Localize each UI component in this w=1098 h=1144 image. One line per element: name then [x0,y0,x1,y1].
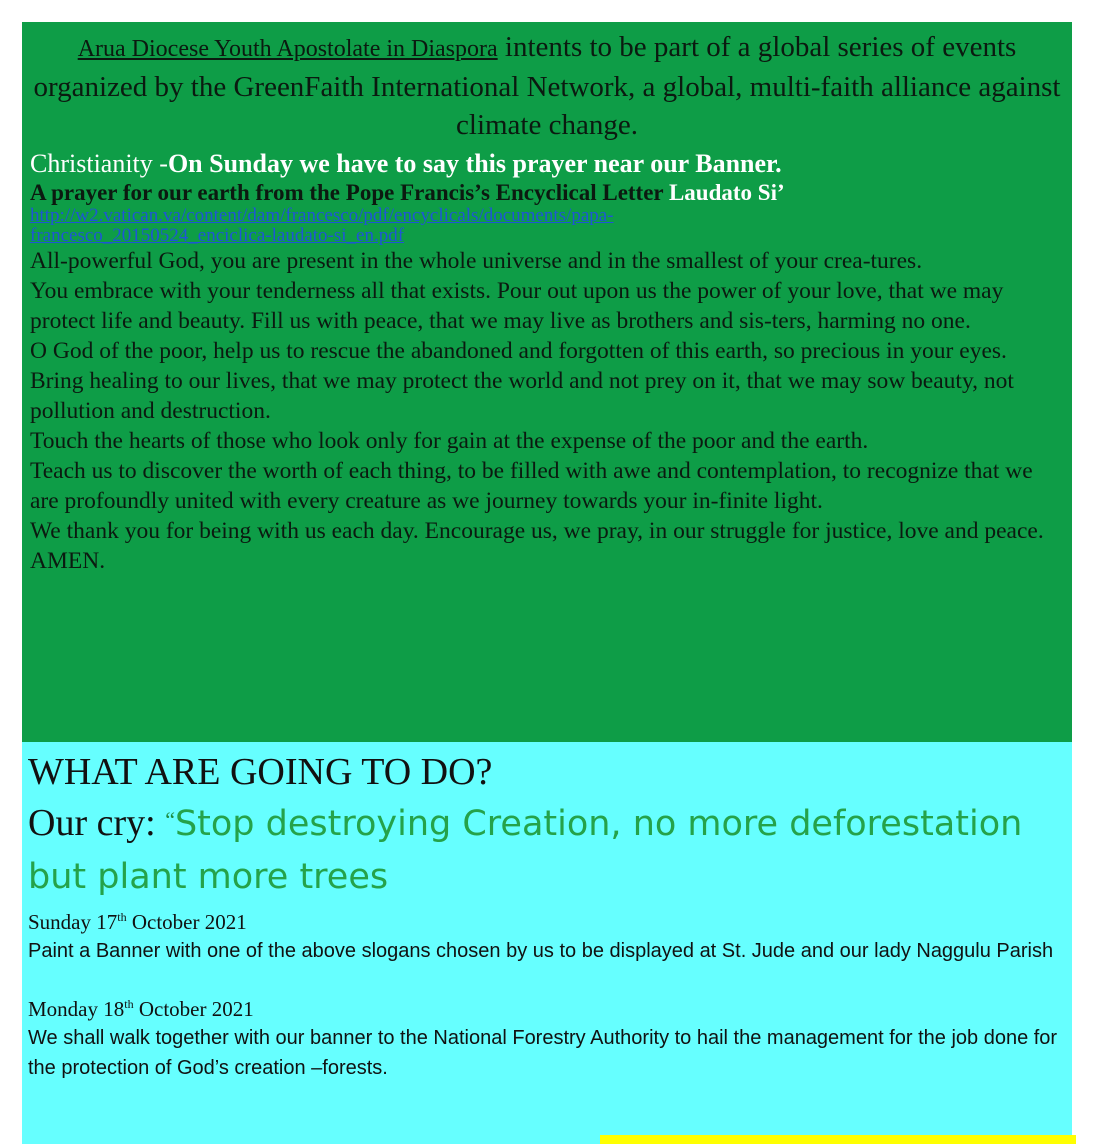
sunday-instruction: On Sunday we have to say this prayer near our Banner. [167,149,782,178]
monday-date [28,990,1066,1023]
slogan-text: Stop destroying Creation, no more deforestation but plant more trees [28,804,1023,897]
encyclical-title: Laudato Si’ [668,180,785,205]
sunday-date [28,903,1066,936]
cry-label: Our cry: [28,802,166,844]
monday-suffix: th [124,997,134,1011]
encyclical-url[interactable] [30,206,1064,246]
prayer-heading [30,179,1064,206]
encyclical-url-line1[interactable]: http://w2.vatican.va/content/dam/francesco/pdf/encyclicals/documents/papa- [30,205,614,226]
prayer-paragraph: O God of the poor, help us to rescue the abandoned and forgotten of this earth, so precious in your eyes. [30,338,1007,364]
intro-text: intents to be part of a global series of events organized by the GreenFaith International Network, a global, multi-faith alliance against climate change. [33,31,1061,141]
christianity-heading [30,148,1064,179]
slogan-line [28,794,1066,903]
sunday-activity: Paint a Banner with one of the above slogans chosen by us to be displayed at St. Jude and our lady Naggulu Parish [28,940,1054,962]
sunday-suffix: th [117,910,127,924]
sunday-month: October 2021 [126,910,247,934]
organization-link[interactable]: Arua Diocese Youth Apostolate in Diaspora [77,36,498,62]
prayer-paragraph: We thank you for being with us each day. Encourage us, we pray, in our struggle for justice, love and peace. AMEN. [30,518,1044,574]
plan-panel [22,742,1072,1144]
monday-activity: We shall walk together with our banner to the National Forestry Authority to hail the management for the job done for the protection of God’s creation –forests. [28,1027,1058,1079]
prayer-paragraph: All-powerful God, you are present in the whole universe and in the smallest of your crea-tures. [30,248,923,274]
encyclical-url-line2[interactable]: francesco_20150524_enciclica-laudato-si_en.pdf [30,225,405,246]
intro-paragraph [30,28,1064,144]
prayer-paragraph: Bring healing to our lives, that we may protect the world and not prey on it, that we may sow beauty, not pollution and destruction. [30,368,1014,424]
prayer-paragraph: You embrace with your tenderness all that exists. Pour out upon us the power of your love, that we may protect life and beauty. Fill us with peace, that we may live as brothers and sis-ters, harming no one. [30,278,1004,334]
prayer-paragraph: Teach us to discover the worth of each thing, to be filled with awe and contemplation, to recognize that we are profoundly united with every creature as we journey towards your in-finite light. [30,458,1033,514]
spacer [28,966,1066,990]
prayer-panel [22,22,1072,742]
prayer-text [30,246,1064,576]
prayer-paragraph: Touch the hearts of those who look only for gain at the expense of the poor and the earth. [30,428,869,454]
monday-month: October 2021 [133,997,254,1021]
prayer-heading-text: A prayer for our earth from the Pope Francis’s Encyclical Letter [30,180,669,205]
monday-day: Monday 18 [28,997,125,1021]
sunday-day: Sunday 17 [28,910,118,934]
yellow-strip [600,1135,1076,1144]
plan-title: WHAT ARE GOING TO DO? [28,751,493,793]
christianity-label: Christianity - [30,149,168,178]
cry-quote: “ [165,807,175,832]
